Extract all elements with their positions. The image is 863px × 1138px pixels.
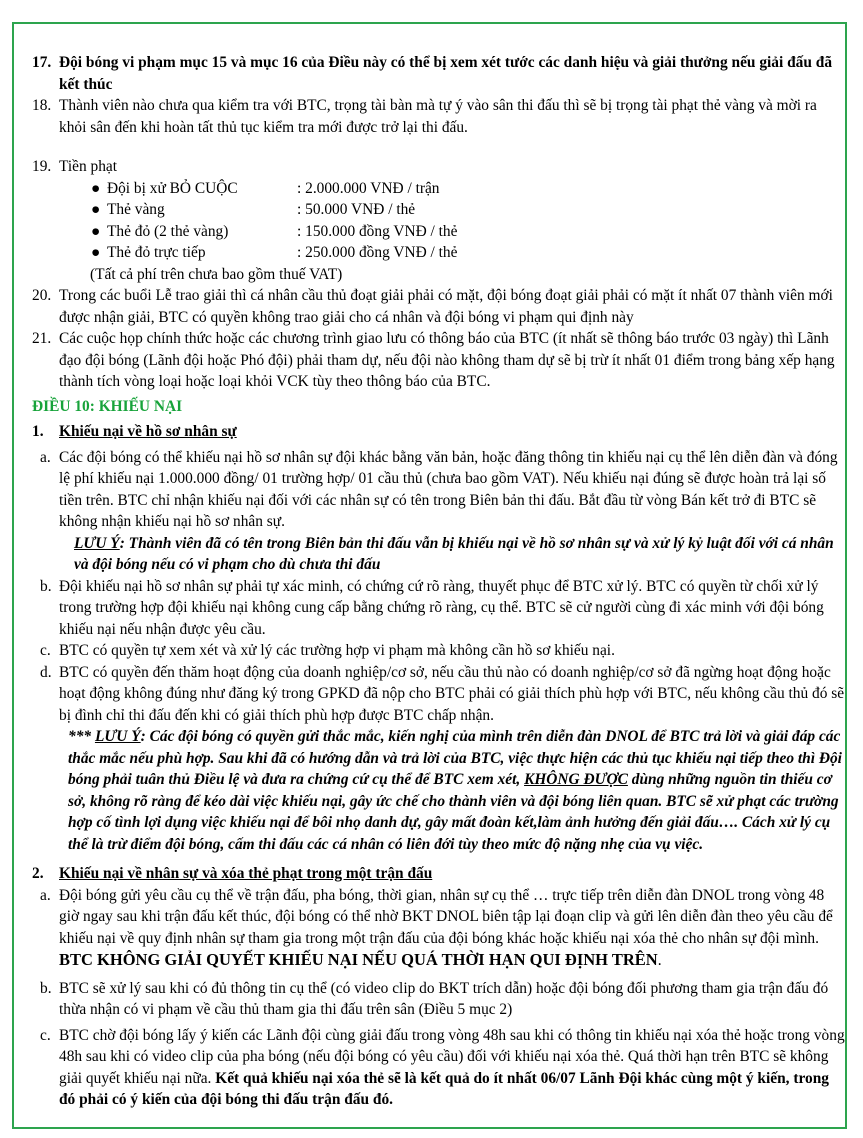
- section-2-title: [32, 863, 847, 885]
- clause-1b: [32, 576, 847, 641]
- rule-17: [32, 52, 847, 95]
- rule-number: 19.: [32, 158, 52, 175]
- clause-text: Đội khiếu nại hồ sơ nhân sự phải tự xác minh, có chứng cứ rõ ràng, thuyết phục để BTC xử lý. BTC có quyền từ chối xử lý trong trường hợp đội khiếu nại không cung cấp bằng chứng rõ ràng, cụ thể. BTC sẽ cử người cùng đi xác minh với đội bóng khiếu nại nếu nhận được yêu cầu.: [59, 577, 824, 638]
- fine-value: : 50.000 VNĐ / thẻ: [297, 201, 416, 218]
- clause-text: BTC có quyền đến thăm hoạt động của doanh nghiệp/cơ sở, nếu cầu thủ nào có doanh nghiệp/cơ sở đã ngừng hoạt động hoặc hoạt động không đúng như đăng ký trong GPKD đã nộp cho BTC phải có giải thích phù hợp với BTC, nếu không cầu thủ đó sẽ bị đình chỉ thi đấu đến khi có giải thích phù hợp được BTC chấp nhận.: [59, 663, 845, 724]
- note-text: dùng những nguồn tin thiếu cơ sở, không rõ ràng để kéo dài việc khiếu nại, gây ức chế cho thành viên và đội bóng liên quan. BTC sẽ xử phạt các trường hợp cố tình lợi dụng việc khiếu nại để bôi nhọ danh dự, gây mất đoàn kết,làm ảnh hưởng đến giải đấu…. Cách xử lý cụ thể là trừ điểm đội bóng, cấm thi đấu các cá nhân có liên đới tùy theo mức độ nặng nhẹ của vụ việc.: [68, 771, 839, 853]
- fine-label: Thẻ đỏ (2 thẻ vàng): [107, 222, 229, 240]
- clause-emphasis: Kết quả khiếu nại xóa thẻ sẽ là kết quả do ít nhất 06/07 Lãnh Đội khác cùng một ý kiến, trong đó phải có ý kiến của đội bóng thi đấu trận đấu đó.: [59, 1069, 829, 1108]
- clause-text: BTC sẽ xử lý sau khi có đủ thông tin cụ thể (có video clip do BKT trích dẫn) hoặc đội bóng đối phương tham gia trận đấu đó thừa nhận có vi phạm về cầu thủ tham gia thi đấu trên sân (Điều 5 mục 2): [59, 979, 829, 1018]
- clause-2c: [32, 1025, 847, 1111]
- fine-row: [91, 199, 847, 221]
- clause-text: Các đội bóng có thể khiếu nại hồ sơ nhân sự đội khác bằng văn bản, hoặc đăng thông tin khiếu nại cụ thể lên diễn đàn và đóng lệ phí khiếu nại 1.000.000 đồng/ 01 trường hợp/ 01 cầu thủ (chưa bao gồm VAT). Nếu khiếu nại đúng sẽ được hoàn trả lại số tiền trên. BTC chỉ nhận khiếu nại đối với các nhân sự có tên trong Biên bản thi đấu. Bắt đầu từ vòng Bán kết trở đi BTC sẽ không nhận khiếu nại hồ sơ nhân sự.: [59, 448, 838, 530]
- note-label: LƯU Ý: [74, 534, 120, 552]
- note-2: [32, 726, 847, 855]
- bullet-icon: ●: [91, 201, 101, 218]
- bullet-icon: ●: [91, 179, 101, 197]
- clause-1a: [32, 447, 847, 533]
- bullet-icon: ●: [91, 244, 101, 261]
- note-text: : Các đội bóng có quyền gửi thắc mắc, kiến nghị của mình trên diễn đàn DNOL để BTC trả lời và giải đáp các thắc mắc nếu phù hợp. Sau khi đã có hướng dẫn và trả lời của BTC, việc thực hiện các thủ tục khiếu nại tiếp theo thì Đội bóng phải tuân thủ Điều lệ và đưa ra chứng cứ cụ thể để BTC xem xét,: [68, 728, 842, 788]
- rule-number: 21.: [32, 330, 52, 347]
- clause-text: Đội bóng gửi yêu cầu cụ thể về trận đấu, pha bóng, thời gian, nhân sự cụ thể … trực tiếp trên diễn đàn DNOL trong vòng 48 giờ ngay sau khi trận đấu kết thúc, đội bóng có thể nhờ BKT DNOL biên tập lại đoạn clip và gửi lên diễn đàn theo yêu cầu để khiếu nại về quy định nhân sự tham gia trong một trận đấu của đội bóng khác hoặc khiếu nại xóa thẻ cho nhân sự đội mình.: [59, 886, 833, 947]
- fines-list: [91, 178, 847, 264]
- section-title: Khiếu nại về nhân sự và xóa thẻ phạt trong một trận đấu: [59, 865, 433, 882]
- rule-text: Tiền phạt: [59, 158, 118, 175]
- rule-number: 18.: [32, 97, 52, 114]
- note-prefix: ***: [68, 728, 95, 745]
- clause-letter: d.: [40, 663, 52, 681]
- fine-label: Đội bị xử BỎ CUỘC: [107, 179, 238, 197]
- rule-number: 20.: [32, 287, 52, 304]
- clause-emphasis: BTC KHÔNG GIẢI QUYẾT KHIẾU NẠI NẾU QUÁ THỜI HẠN QUI ĐỊNH TRÊN: [59, 950, 658, 969]
- clause-letter: c.: [40, 642, 51, 659]
- note-emphasis: KHÔNG ĐƯỢC: [524, 771, 628, 788]
- section-number: 2.: [32, 865, 44, 882]
- fine-row: [91, 221, 847, 243]
- section-1-title: [32, 421, 847, 443]
- rule-text: Thành viên nào chưa qua kiểm tra với BTC, trọng tài bàn mà tự ý vào sân thi đấu thì sẽ bị trọng tài phạt thẻ vàng và mời ra khỏi sân đến khi hoàn tất thủ tục kiểm tra mới được trở lại thi đấu.: [59, 97, 817, 136]
- clause-text: BTC chờ đội bóng lấy ý kiến các Lãnh đội cùng giải đấu trong vòng 48h sau khi có thông tin khiếu nại xóa thẻ hoặc trong vòng 48h sau khi có video clip của pha bóng (nếu đội bóng có yêu cầu) đối với khiếu nại xóa thẻ. Quá thời hạn trên BTC sẽ không giải quyết khiếu nại nữa.: [59, 1026, 845, 1087]
- section-number: 1.: [32, 423, 44, 440]
- clause-1c: [32, 640, 847, 662]
- bullet-icon: ●: [91, 222, 101, 240]
- clause-2b: [32, 978, 847, 1021]
- fine-label: Thẻ vàng: [107, 201, 165, 218]
- note-text: : Thành viên đã có tên trong Biên bản thi đấu vẫn bị khiếu nại về hồ sơ nhân sự và xử lý kỷ luật đối với cá nhân và đội bóng nếu có vi phạm cho dù chưa thi đấu: [74, 534, 834, 573]
- clause-letter: a.: [40, 886, 51, 904]
- note-label: LƯU Ý: [94, 728, 141, 745]
- rule-18: [32, 95, 847, 138]
- fine-value: : 150.000 đồng VNĐ / thẻ: [297, 222, 458, 240]
- section-title: Khiếu nại về hồ sơ nhân sự: [59, 423, 237, 440]
- regulations-document: [32, 52, 847, 1111]
- fine-row: [91, 178, 847, 200]
- rule-text: Đội bóng vi phạm mục 15 và mục 16 của Điều này có thể bị xem xét tước các danh hiệu và giải thưởng nếu giải đấu đã kết thúc: [59, 54, 833, 93]
- rule-21: [32, 328, 847, 393]
- clause-letter: c.: [40, 1026, 51, 1044]
- clause-text: BTC có quyền tự xem xét và xử lý các trường hợp vi phạm mà không cần hồ sơ khiếu nại.: [59, 642, 615, 659]
- rule-text: Các cuộc họp chính thức hoặc các chương trình giao lưu có thông báo của BTC (ít nhất sẽ thông báo trước 03 ngày) thì Lãnh đạo đội bóng (Lãnh đội hoặc Phó đội) phải tham dự, nếu đội nào không tham dự sẽ bị trừ ít nhất 01 điểm trong bảng xếp hạng thành tích vòng loại hoặc loại khỏi VCK tùy theo thông báo của BTC.: [59, 330, 835, 390]
- article-heading: ĐIỀU 10: KHIẾU NẠI: [32, 397, 183, 415]
- clause-1d: [32, 662, 847, 727]
- rule-20: [32, 285, 847, 328]
- fine-value: : 250.000 đồng VNĐ / thẻ: [297, 244, 458, 261]
- rule-text: Trong các buổi Lễ trao giải thì cá nhân cầu thủ đoạt giải phải có mặt, đội bóng đoạt giải phải có mặt ít nhất 07 thành viên mới được nhận giải, BTC có quyền không trao giải cho cá nhân và đội bóng vi phạm qui định này: [59, 287, 833, 326]
- note-1: [32, 533, 847, 576]
- rule-19: [32, 156, 847, 178]
- clause-letter: b.: [40, 577, 52, 595]
- clause-end: .: [657, 952, 662, 969]
- clause-2a: [32, 885, 847, 972]
- clause-letter: a.: [40, 448, 51, 466]
- fines-note: (Tất cả phí trên chưa bao gồm thuế VAT): [90, 265, 343, 283]
- fine-label: Thẻ đỏ trực tiếp: [107, 244, 206, 261]
- clause-letter: b.: [40, 979, 52, 997]
- fine-row: [91, 242, 847, 264]
- fine-value: : 2.000.000 VNĐ / trận: [297, 179, 440, 197]
- rule-number: 17.: [32, 54, 52, 71]
